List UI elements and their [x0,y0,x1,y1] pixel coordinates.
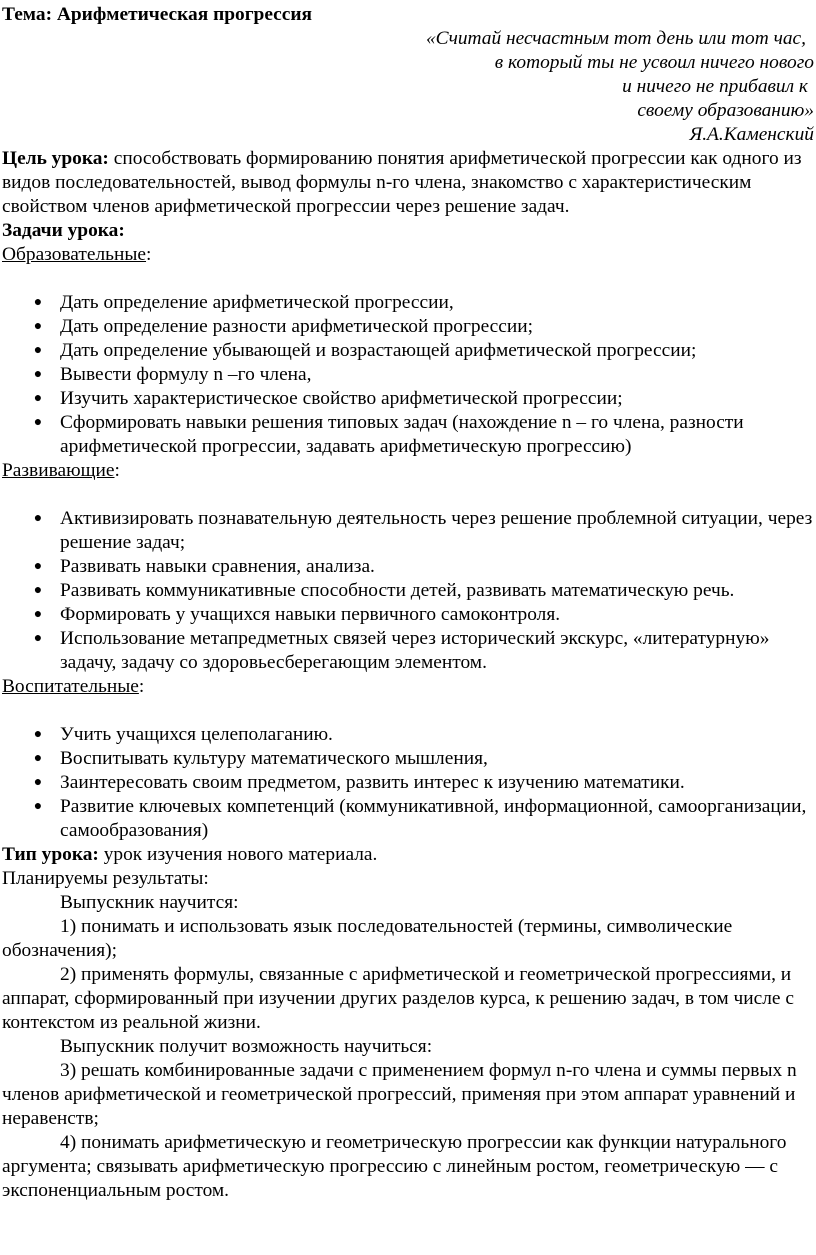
result-item: 2) применять формулы, связанные с арифметической и геометрической прогрессиями, и аппарат, сформированный при изучении других разделов курса, к решению задач, в том числе с контекстом из реальной жизни. [2,964,794,1033]
bullet-icon: ● [33,799,43,814]
list-item: ● Использование метапредметных связей через исторический экскурс, «литературную» задачу, задачу со здоровьесберегающим элементом. [33,628,770,673]
epigraph-author: Я.А.Каменский [689,124,814,145]
educational-heading: Образовательные: [2,244,152,265]
topic-label: Тема: [2,4,53,25]
bullet-icon: ● [33,607,43,622]
developing-heading: Развивающие: [2,460,120,481]
educational-list [2,291,814,459]
bullet-icon: ● [33,727,43,742]
list-item: ● Изучить характеристическое свойство арифметической прогрессии; [33,388,623,409]
topic-line [2,3,814,27]
bullet-icon: ● [33,415,43,430]
upbringing-list [2,723,814,843]
goal-label: Цель урока: [2,148,109,169]
bullet-icon: ● [33,583,43,598]
bullet-icon: ● [33,391,43,406]
list-item: ● Активизировать познавательную деятельность через решение проблемной ситуации, через решение задач; [33,508,813,553]
list-item: ● Развивать навыки сравнения, анализа. [33,556,375,577]
bullet-icon: ● [33,559,43,574]
epigraph-line: в который ты не усвоил ничего нового [494,52,814,73]
lesson-type: Тип урока: урок изучения нового материала. [2,844,378,865]
tasks-heading: Задачи урока: [2,220,125,241]
list-item: ● Развивать коммуникативные способности детей, развивать математическую речь. [33,580,735,601]
bullet-icon: ● [33,295,43,310]
list-item: ● Сформировать навыки решения типовых задач (нахождение n – го члена, разности арифметической прогрессии, задавать арифметическую прогрессию) [33,412,744,457]
can-learn-label: Выпускник получит возможность научиться: [60,1036,433,1057]
bullet-icon: ● [33,751,43,766]
list-item: ● Дать определение убывающей и возрастающей арифметической прогрессии; [33,340,697,361]
bullet-icon: ● [33,367,43,382]
list-item: ● Дать определение арифметической прогрессии, [33,292,454,313]
bullet-icon: ● [33,343,43,358]
bullet-icon: ● [33,775,43,790]
bullet-icon: ● [33,511,43,526]
goal-text: способствовать формированию понятия арифметической прогрессии как одного из видов последовательностей, вывод формулы n-го члена, знакомство с характеристическим свойством членов арифметической прогрессии через решение задач. [2,148,802,217]
result-item: 3) решать комбинированные задачи с применением формул n-го члена и суммы первых n членов арифметической и геометрической прогрессий, применяя при этом аппарат уравнений и неравенств; [2,1060,797,1129]
list-item: ● Дать определение разности арифметической прогрессии; [33,316,534,337]
list-item: ● Формировать у учащихся навыки первичного самоконтроля. [33,604,561,625]
developing-list [2,507,814,675]
will-learn-label: Выпускник научится: [60,892,239,913]
list-item: ● Развитие ключевых компетенций (коммуникативной, информационной, самоорганизации, самообразования) [33,796,807,841]
upbringing-heading: Воспитательные: [2,676,145,697]
epigraph-line: «Считай несчастным тот день или тот час, [425,28,806,49]
result-item: 4) понимать арифметическую и геометрическую прогрессии как функции натурального аргумента; связывать арифметическую прогрессию с линейным ростом, геометрическую — с экспоненциальным ростом. [2,1132,787,1201]
document-page [2,3,814,1203]
bullet-icon: ● [33,319,43,334]
bullet-icon: ● [33,631,43,646]
list-item: ● Заинтересовать своим предметом, развить интерес к изучению математики. [33,772,685,793]
lesson-goal [2,147,814,219]
list-item: ● Вывести формулу n –го члена, [33,364,312,385]
topic-value: Арифметическая прогрессия [56,4,313,25]
epigraph [2,27,814,147]
list-item: ● Воспитывать культуру математического мышления, [33,748,488,769]
list-item: ● Учить учащихся целеполаганию. [33,724,333,745]
results-heading: Планируемы результаты: [2,868,209,889]
epigraph-line: и ничего не прибавил к [622,76,808,97]
result-item: 1) понимать и использовать язык последовательностей (термины, символические обозначения); [2,916,733,961]
epigraph-line: своему образованию» [637,100,814,121]
